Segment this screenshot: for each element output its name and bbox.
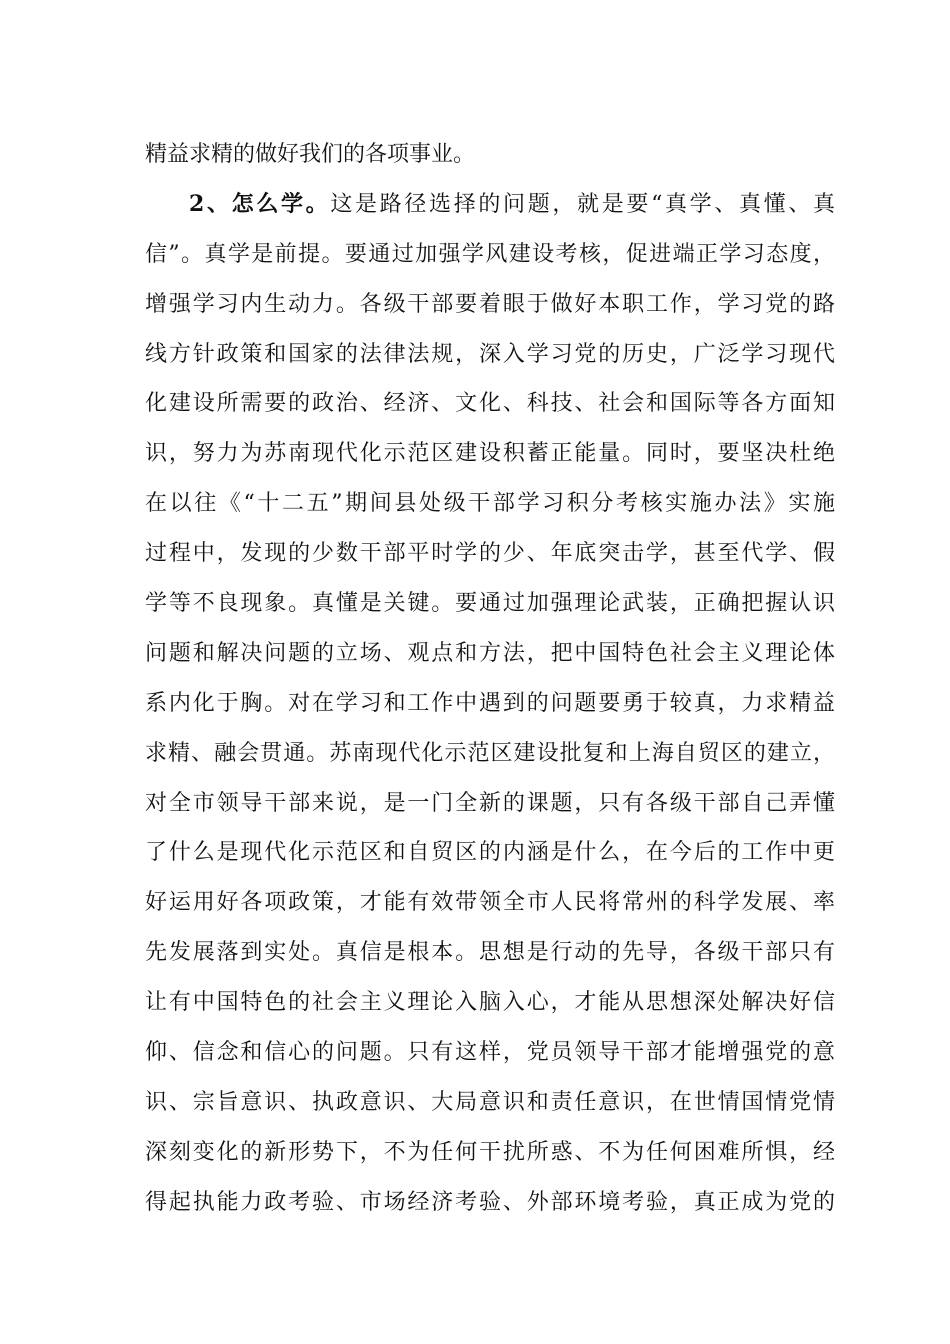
- text-line: 化建设所需要的政治、经济、文化、科技、社会和国际等各方面知: [145, 391, 835, 417]
- text-line: 系内化于胸。对在学习和工作中遇到的问题要勇于较真，力求精益: [145, 690, 835, 716]
- text-line: 识、宗旨意识、执政意识、大局意识和责任意识，在世情国情党情: [145, 1089, 835, 1115]
- body-text: [145, 130, 835, 1228]
- text-line: 好运用好各项政策，才能有效带领全市人民将常州的科学发展、率: [145, 890, 835, 916]
- section-heading: 2、怎么学。: [189, 190, 331, 217]
- text-line: 在以往《“十二五”期间县处级干部学习积分考核实施办法》实施: [145, 491, 835, 517]
- text-line: 深刻变化的新形势下，不为任何干扰所惑、不为任何困难所惧，经: [145, 1139, 835, 1165]
- text-run: 这是路径选择的问题，就是要“真学、真懂、真: [330, 191, 835, 217]
- text-line: 精益求精的做好我们的各项事业。: [145, 142, 476, 167]
- text-line: 问题和解决问题的立场、观点和方法，把中国特色社会主义理论体: [145, 640, 835, 666]
- text-line: 对全市领导干部来说，是一门全新的课题，只有各级干部自己弄懂: [145, 790, 835, 816]
- text-line: 信”。真学是前提。要通过加强学风建设考核，促进端正学习态度，: [145, 241, 835, 267]
- text-line: 增强学习内生动力。各级干部要着眼于做好本职工作，学习党的路: [145, 291, 835, 317]
- text-line: 识，努力为苏南现代化示范区建设积蓄正能量。同时，要坚决杜绝: [145, 441, 835, 467]
- text-line: 过程中，发现的少数干部平时学的少、年底突击学，甚至代学、假: [145, 541, 835, 567]
- text-line: 先发展落到实处。真信是根本。思想是行动的先导，各级干部只有: [145, 940, 835, 966]
- text-line: 得起执能力政考验、市场经济考验、外部环境考验，真正成为党的: [145, 1189, 835, 1215]
- text-line: [145, 180, 835, 230]
- text-line: 了什么是现代化示范区和自贸区的内涵是什么，在今后的工作中更: [145, 840, 835, 866]
- text-line: 仰、信念和信心的问题。只有这样，党员领导干部才能增强党的意: [145, 1040, 835, 1066]
- text-line: 让有中国特色的社会主义理论入脑入心，才能从思想深处解决好信: [145, 990, 835, 1016]
- text-line: 求精、融会贯通。苏南现代化示范区建设批复和上海自贸区的建立，: [145, 740, 835, 766]
- text-line: 线方针政策和国家的法律法规，深入学习党的历史，广泛学习现代: [145, 341, 835, 367]
- text-line: 学等不良现象。真懂是关键。要通过加强理论武装，正确把握认识: [145, 591, 835, 617]
